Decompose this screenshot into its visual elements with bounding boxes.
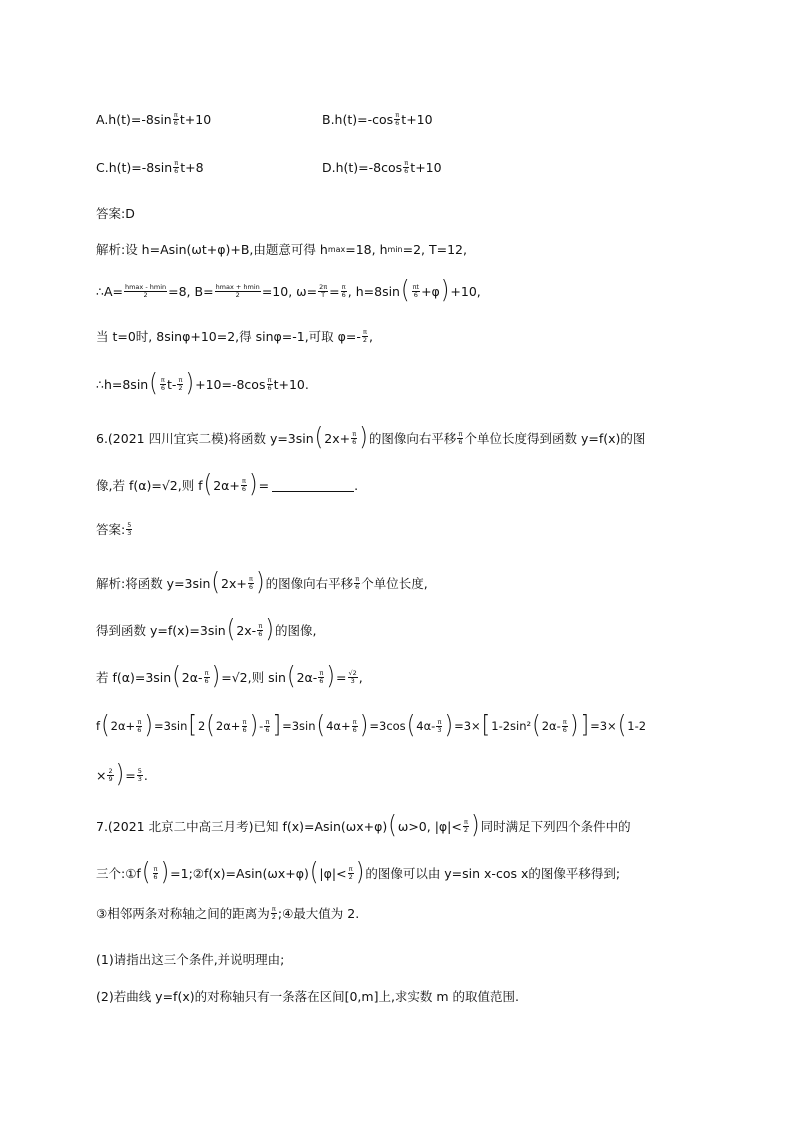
q7-stem-1: 7.(2021 北京二中高三月考)已知 f(x)=Asin(ωx+φ) ( ω>0, |φ|< $\frac{\pi}{2}$ ) 同时满足下列四个条件中的 [96, 811, 631, 840]
q5-explanation-3: 当 t=0时, 8sinφ+10=2,得 sinφ=-1,可取 φ=- $\frac{\pi}{2}$ , [96, 327, 373, 344]
q7-part-2: (2)若曲线 y=f(x)的对称轴只有一条落在区间[0,m]上,求实数 m 的取值范围. [96, 989, 520, 1004]
q7-stem-2: 三个:①f ( $\frac{\pi}{6}$ ) =1;②f(x)=Asin(ωx+φ) ( |φ|< $\frac{\pi}{2}$ ) 的图像可以由 y=sin x-cos x的图像平移得到; [96, 858, 621, 887]
q6-stem-1: 6.(2021 四川宜宾二模)将函数 y=3sin ( 2x+ $\frac{\pi}{6}$ ) 的图像向右平移 $\frac{\pi}{6}$ 个单位长度得到函数 y=f(x)的图 [96, 423, 646, 452]
q6-explanation-2: 得到函数 y=f(x)=3sin ( 2x- $\frac{\pi}{6}$ ) 的图像, [96, 615, 317, 644]
q7-part-1: (1)请指出这三个条件,并说明理由; [96, 952, 285, 967]
option-d: D.h(t)=-8cos $\frac{\pi}{6}$ t+10 [322, 159, 442, 175]
answer-blank[interactable] [272, 479, 354, 492]
q6-stem-2: 像,若 f(α)=√2,则 f ( 2α+ $\frac{\pi}{6}$ ) = . [96, 470, 359, 499]
q5-explanation-2: ∴A= $\frac{hmax - hmin}{2}$ =8, B= $\frac{hmax + hmin}{2}$ =10, ω= $\frac{2\pi}{T}$ = $\frac{\pi}{6}$ , h=8sin ( $\frac{\pi t}{6}$ +φ ) +10, [96, 276, 481, 305]
q6-explanation-1: 解析:将函数 y=3sin ( 2x+ $\frac{\pi}{6}$ ) 的图像向右平移 $\frac{\pi}{6}$ 个单位长度, [96, 568, 428, 597]
q5-answer: 答案:D [96, 206, 135, 221]
q5-explanation-1: 解析:设 h=Asin(ωt+φ)+B,由题意可得 h max =18, h min =2, T=12, [96, 241, 467, 257]
q7-stem-3: ③相邻两条对称轴之间的距离为 $\frac{\pi}{2}$ ;④最大值为 2. [96, 904, 360, 921]
option-b: B.h(t)=-cos $\frac{\pi}{6}$ t+10 [322, 111, 433, 127]
q6-explanation-3: 若 f(α)=3sin ( 2α- $\frac{\pi}{6}$ ) =√2,则 sin ( 2α- $\frac{\pi}{6}$ ) = $\frac{√2}{3}$ , [96, 662, 363, 691]
q6-explanation-4: f ( 2α+ $\frac{\pi}{6}$ ) =3sin [ 2 ( 2α+ $\frac{\pi}{6}$ ) - $\frac{\pi}{6}$ ] =3sin ( 4α+ $\frac{\pi}{6}$ ) =3cos ( 4α- $\frac{\pi}{3}$ ) =3× [ 1-2sin² ( 2α- $\frac{\pi}{6}$ ) ] =3× ( 1-2 [96, 711, 647, 740]
fraction: $\frac{\pi}{6}$ [173, 111, 178, 127]
q6-answer: 答案: $\frac{5}{3}$ [96, 520, 132, 537]
q5-explanation-4: ∴h=8sin ( $\frac{\pi}{6}$ t- $\frac{\pi}{2}$ ) +10=-8cos $\frac{\pi}{6}$ t+10. [96, 369, 309, 398]
option-c: C.h(t)=-8sin $\frac{\pi}{6}$ t+8 [96, 159, 204, 175]
option-a: A.h(t)=-8sin $\frac{\pi}{6}$ t+10 [96, 111, 212, 127]
q6-explanation-5: × $\frac{2}{9}$ ) = $\frac{5}{3}$ . [96, 760, 148, 789]
